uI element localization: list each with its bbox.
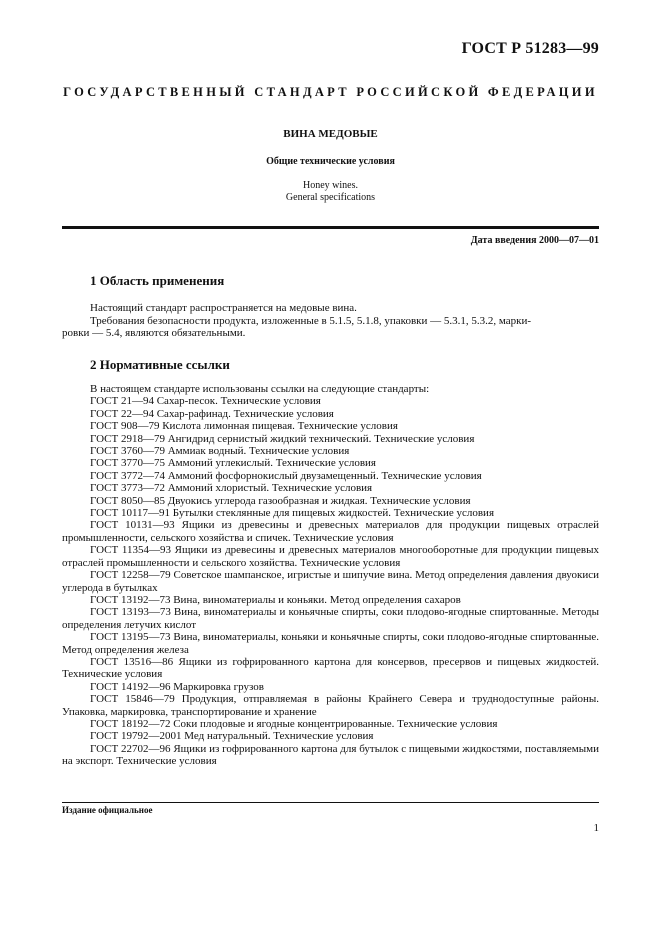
english-title xyxy=(0,180,661,204)
reference-item: ГОСТ 3772—74 Аммоний фосфорнокислый двузамещенный. Технические условия xyxy=(90,469,482,482)
reference-item: ГОСТ 21—94 Сахар-песок. Технические условия xyxy=(90,395,321,408)
reference-item: ГОСТ 10131—93 Ящики из древесины и древесных материалов для продукции пищевых отраслей промышленности, сельского хозяйства и спичек. Технические условия xyxy=(62,519,599,544)
reference-item: ГОСТ 12258—79 Советское шампанское, игристые и шипучие вина. Метод определения давления двуокиси углерода в бутылках xyxy=(62,569,599,594)
section-1-para-1: Настоящий стандарт распространяется на медовые вина. xyxy=(90,302,357,314)
reference-item: ГОСТ 908—79 Кислота лимонная пищевая. Технические условия xyxy=(90,420,398,433)
document-title: ВИНА МЕДОВЫЕ xyxy=(283,128,378,140)
reference-item: ГОСТ 8050—85 Двуокись углерода газообразная и жидкая. Технические условия xyxy=(90,494,471,507)
footer-divider xyxy=(62,802,599,803)
reference-item: ГОСТ 3760—79 Аммиак водный. Технические условия xyxy=(90,445,350,458)
document-code: ГОСТ Р 51283—99 xyxy=(461,40,599,57)
reference-item: ГОСТ 3770—75 Аммоний углекислый. Технические условия xyxy=(90,457,376,470)
section-1-heading: 1 Область применения xyxy=(90,273,225,288)
reference-item: ГОСТ 22702—96 Ящики из гофрированного картона для бутылок с пищевыми жидкостями, поставляемыми на экспорт. Технические условия xyxy=(62,742,599,768)
reference-item: ГОСТ 13193—73 Вина, виноматериалы и коньячные спирты, соки плодово-ягодные спиртованные. Методы определения летучих кислот xyxy=(62,606,599,631)
reference-item: ГОСТ 13516—86 Ящики из гофрированного картона для консервов, пресервов и пищевых жидкостей. Технические условия xyxy=(62,655,599,681)
standard-organization: ГОСУДАРСТВЕННЫЙ СТАНДАРТ РОССИЙСКОЙ ФЕДЕРАЦИИ xyxy=(63,85,598,99)
normative-references-list xyxy=(62,383,599,768)
reference-item: ГОСТ 10117—91 Бутылки стеклянные для пищевых жидкостей. Технические условия xyxy=(90,507,494,520)
english-title-line2: General specifications xyxy=(285,192,376,203)
introduction-date: Дата введения 2000—07—01 xyxy=(470,235,599,246)
reference-item: ГОСТ 22—94 Сахар-рафинад. Технические условия xyxy=(90,407,334,420)
section-1-para-2-line-2: ровки — 5.4, являются обязательными. xyxy=(62,327,246,339)
title-divider xyxy=(62,226,599,229)
reference-item: ГОСТ 19792—2001 Мед натуральный. Технические условия xyxy=(90,730,374,743)
page-number: 1 xyxy=(593,822,599,834)
reference-item: ГОСТ 14192—96 Маркировка грузов xyxy=(90,680,264,693)
reference-item: ГОСТ 13192—73 Вина, виноматериалы и коньяки. Метод определения сахаров xyxy=(90,593,461,606)
reference-item: ГОСТ 13195—73 Вина, виноматериалы, коньяки и коньячные спирты, соки плодово-ягодные спиртованные. Метод определения железа xyxy=(62,631,599,656)
section-2-heading: 2 Нормативные ссылки xyxy=(90,357,230,372)
english-title-line1: Honey wines. xyxy=(303,180,358,191)
reference-item: ГОСТ 3773—72 Аммоний хлористый. Технические условия xyxy=(90,482,373,495)
reference-item: ГОСТ 2918—79 Ангидрид сернистый жидкий технический. Технические условия xyxy=(90,432,475,445)
reference-item: ГОСТ 15846—79 Продукция, отправляемая в районы Крайнего Севера и труднодоступные районы. Упаковка, маркировка, транспортирование и хранение xyxy=(62,693,599,718)
references-intro: В настоящем стандарте использованы ссылки на следующие стандарты: xyxy=(90,383,430,395)
document-subtitle: Общие технические условия xyxy=(266,156,395,167)
reference-item: ГОСТ 18192—72 Соки плодовые и ягодные концентрированные. Технические условия xyxy=(90,717,498,730)
reference-item: ГОСТ 11354—93 Ящики из древесины и древесных материалов многооборотные для продукции пищевых отраслей промышленности и сельского хозяйства. Технические условия xyxy=(62,544,599,569)
edition-label: Издание официальное xyxy=(62,805,153,815)
section-1-para-2-line-1: Требования безопасности продукта, изложенные в 5.1.5, 5.1.8, упаковки — 5.3.1, 5.3.2, марки- xyxy=(90,315,532,327)
